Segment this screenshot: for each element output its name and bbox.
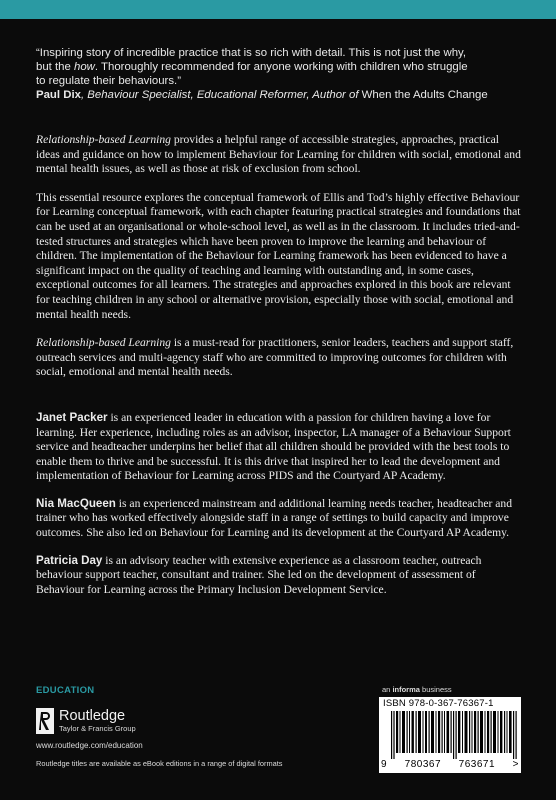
- author-bio-nia-macqueen: [36, 497, 522, 541]
- author-bio-janet-packer: [36, 411, 522, 484]
- barcode-digit-group: 9: [381, 759, 388, 770]
- author-name: Nia MacQueen: [36, 496, 116, 510]
- publisher-logo: [36, 707, 136, 735]
- isbn-number: ISBN 978-0-367-76367-1: [383, 698, 494, 709]
- barcode-digits: [381, 759, 519, 770]
- author-name: Janet Packer: [36, 410, 108, 424]
- informa-business-label: [382, 685, 452, 694]
- book-title-ref: Relationship-based Learning: [36, 133, 171, 146]
- publisher-name: Routledge: [59, 708, 126, 724]
- summary-paragraph-2: This essential resource explores the conceptual framework of Ellis and Tod’s highly effective Behaviour for Learning conceptual framework, with each chapter featuring practical strategies and foundations that can be used at an organisational or whole-school level, as well as in the classroom. It includes tried-and-tested structures and strategies which have been proven to improve the learning and behaviour of children. The implementation of the Behaviour for Learning framework has been evidenced to have a significant impact on the quality of teaching and learning with outstanding and, in some cases, exceptional outcomes for all learners. The strategies and approaches explored in this book are relevant for teaching children in any school or alternative provision, especially those with social, emotional and mental health needs.: [36, 190, 521, 321]
- quote-line-3: to regulate their behaviours.”: [36, 75, 181, 87]
- top-accent-bar: [0, 0, 556, 19]
- summary-paragraph-3: [36, 336, 522, 380]
- quote-attribution: [36, 88, 522, 102]
- barcode-suffix: >: [512, 759, 519, 770]
- author-name: Patricia Day: [36, 553, 103, 567]
- routledge-logo-icon: [36, 708, 54, 734]
- barcode-bars: [391, 711, 517, 759]
- book-title-ref: Relationship-based Learning: [36, 336, 171, 350]
- endorsement-quote: [36, 46, 522, 88]
- barcode-digit-group: 763671: [458, 759, 496, 770]
- informa-pre: an: [382, 685, 393, 694]
- author-bio-patricia-day: [36, 554, 522, 598]
- back-cover-text: [36, 46, 522, 597]
- endorser-book-title: When the Adults Change: [361, 89, 488, 101]
- informa-brand: informa: [392, 685, 420, 694]
- quote-line-2-post: . Thoroughly recommended for anyone working with children who struggle: [94, 61, 468, 73]
- endorser-role: , Behaviour Specialist, Educational Reformer, Author of: [80, 89, 362, 101]
- ebook-note: Routledge titles are available as eBook editions in a range of digital formats: [36, 759, 283, 768]
- quote-emphasis: how: [74, 61, 95, 73]
- quote-line-1: “Inspiring story of incredible practice that is so rich with detail. This is not just the why,: [36, 47, 467, 59]
- author-bio-text: is an experienced leader in education with a passion for children having a love for learning. Her experience, including roles as an advisor, inspector, LA manager of a Behaviour Support service and headteacher underpins her belief that all children should be provided with the best tools to enable them to thrive and be successful. It is this drive that inspired her to lead the development and implementation of Behaviour for Learning across PIDS and the Courtyard AP Academy.: [36, 410, 511, 483]
- summary-paragraph-1: [36, 133, 522, 177]
- endorser-name: Paul Dix: [36, 89, 81, 101]
- subject-category: EDUCATION: [36, 685, 95, 696]
- informa-post: business: [419, 685, 452, 694]
- publisher-group: Taylor & Francis Group: [59, 724, 136, 733]
- barcode-digit-group: 780367: [404, 759, 442, 770]
- author-bio-text: is an advisory teacher with extensive experience as a classroom teacher, outreach behaviour support teacher, consultant and trainer. She led on the development of assessment of Behaviour for Learning across the Primary Inclusion Development Service.: [36, 553, 482, 596]
- author-bio-text: is an experienced mainstream and additional learning needs teacher, headteacher and trainer who has worked effectively alongside staff in a range of settings to build capacity and improve outcomes. She also led on Behaviour for Learning and its development at the Courtyard AP Academy.: [36, 496, 513, 540]
- quote-line-2-pre: but the: [36, 61, 74, 73]
- publisher-url: www.routledge.com/education: [36, 741, 143, 750]
- summary-text-3: is a must-read for practitioners, senior leaders, teachers and support staff, outreach services and multi-agency staff who are committed to improving outcomes for children with social, emotional and mental health needs.: [36, 336, 514, 379]
- summary-text-1: provides a helpful range of accessible strategies, approaches, practical ideas and guidance on how to implement Behaviour for Learning for children with social, emotional and mental health issues, as well as those at risk of exclusion from school.: [36, 133, 521, 176]
- isbn-barcode: [379, 697, 521, 773]
